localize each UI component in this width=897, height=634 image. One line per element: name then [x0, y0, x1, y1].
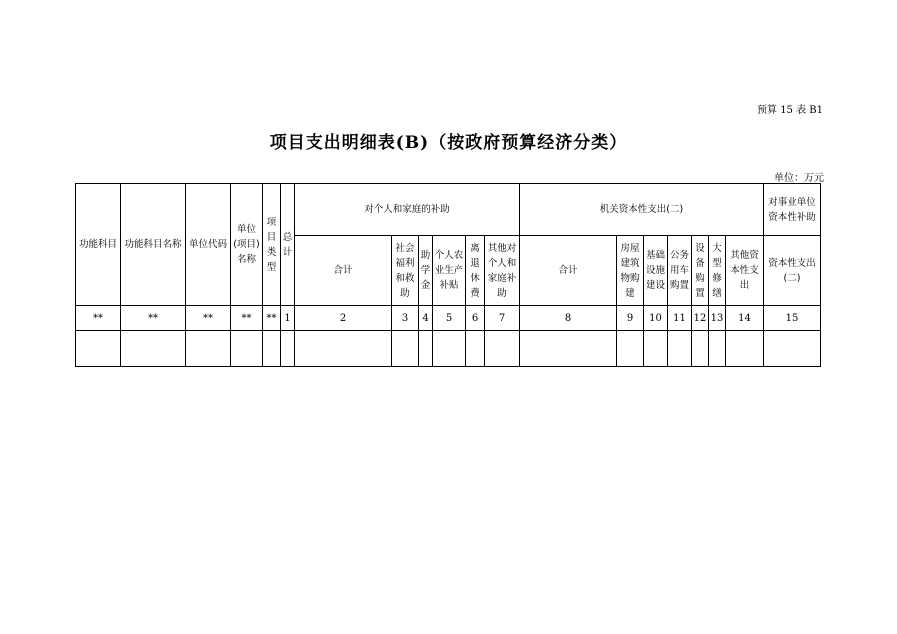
header-personal-col: 个人农业生产补贴 — [433, 236, 466, 306]
data-cell — [419, 331, 433, 367]
index-cell: 6 — [466, 306, 485, 331]
data-cell — [263, 331, 281, 367]
header-group-personal: 对个人和家庭的补助 — [295, 184, 520, 236]
data-cell — [466, 331, 485, 367]
unit-label: 单位：万元 — [774, 173, 824, 184]
header-personal-col: 合计 — [295, 236, 392, 306]
header-project-name: 单位(项目)名称 — [231, 184, 263, 306]
index-cell: 7 — [485, 306, 520, 331]
index-cell: ** — [263, 306, 281, 331]
index-cell: 4 — [419, 306, 433, 331]
header-personal-col: 离退休费 — [466, 236, 485, 306]
data-cell — [433, 331, 466, 367]
index-cell: 5 — [433, 306, 466, 331]
header-personal-col: 助学金 — [419, 236, 433, 306]
index-cell: ** — [231, 306, 263, 331]
form-code: 预算 15 表 B1 — [757, 105, 823, 116]
header-func-name: 功能科目名称 — [121, 184, 186, 306]
data-cell — [295, 331, 392, 367]
data-cell — [668, 331, 692, 367]
data-cell — [121, 331, 186, 367]
index-cell: 11 — [668, 306, 692, 331]
header-capital-col: 设备购置 — [692, 236, 709, 306]
data-cell — [520, 331, 617, 367]
data-cell — [764, 331, 821, 367]
index-cell: ** — [186, 306, 231, 331]
data-cell — [186, 331, 231, 367]
header-capital-col: 基础设施建设 — [644, 236, 668, 306]
index-cell: 9 — [617, 306, 644, 331]
data-cell — [644, 331, 668, 367]
index-cell: 12 — [692, 306, 709, 331]
index-cell: 10 — [644, 306, 668, 331]
header-unit-code: 单位代码 — [186, 184, 231, 306]
table-row — [76, 331, 821, 367]
header-personal-col: 其他对个人和家庭补助 — [485, 236, 520, 306]
index-cell: 15 — [764, 306, 821, 331]
index-cell: 13 — [709, 306, 726, 331]
header-enterprise-col: 资本性支出(二) — [764, 236, 821, 306]
index-cell: 8 — [520, 306, 617, 331]
page-title: 项目支出明细表(B)（按政府预算经济分类） — [269, 133, 628, 153]
header-group-capital: 机关资本性支出(二) — [520, 184, 764, 236]
data-cell — [485, 331, 520, 367]
data-cell — [692, 331, 709, 367]
index-cell: 3 — [392, 306, 419, 331]
index-cell: ** — [76, 306, 121, 331]
data-cell — [231, 331, 263, 367]
index-cell: ** — [121, 306, 186, 331]
header-capital-col: 公务用车购置 — [668, 236, 692, 306]
header-project-type: 项目类型 — [263, 184, 281, 306]
header-personal-col: 社会福利和救助 — [392, 236, 419, 306]
index-cell: 1 — [281, 306, 295, 331]
header-total: 总计 — [281, 184, 295, 306]
header-capital-col: 大型修缮 — [709, 236, 726, 306]
data-cell — [281, 331, 295, 367]
header-func-code: 功能科目 — [76, 184, 121, 306]
header-capital-col: 房屋建筑物购建 — [617, 236, 644, 306]
column-index-row — [76, 306, 821, 331]
budget-table — [75, 183, 821, 367]
header-capital-col: 合计 — [520, 236, 617, 306]
header-capital-col: 其他资本性支出 — [726, 236, 764, 306]
header-group-enterprise: 对事业单位资本性补助 — [764, 184, 821, 236]
index-cell: 2 — [295, 306, 392, 331]
data-cell — [392, 331, 419, 367]
data-cell — [76, 331, 121, 367]
data-cell — [617, 331, 644, 367]
data-cell — [709, 331, 726, 367]
index-cell: 14 — [726, 306, 764, 331]
data-cell — [726, 331, 764, 367]
header-row-1 — [76, 184, 821, 236]
